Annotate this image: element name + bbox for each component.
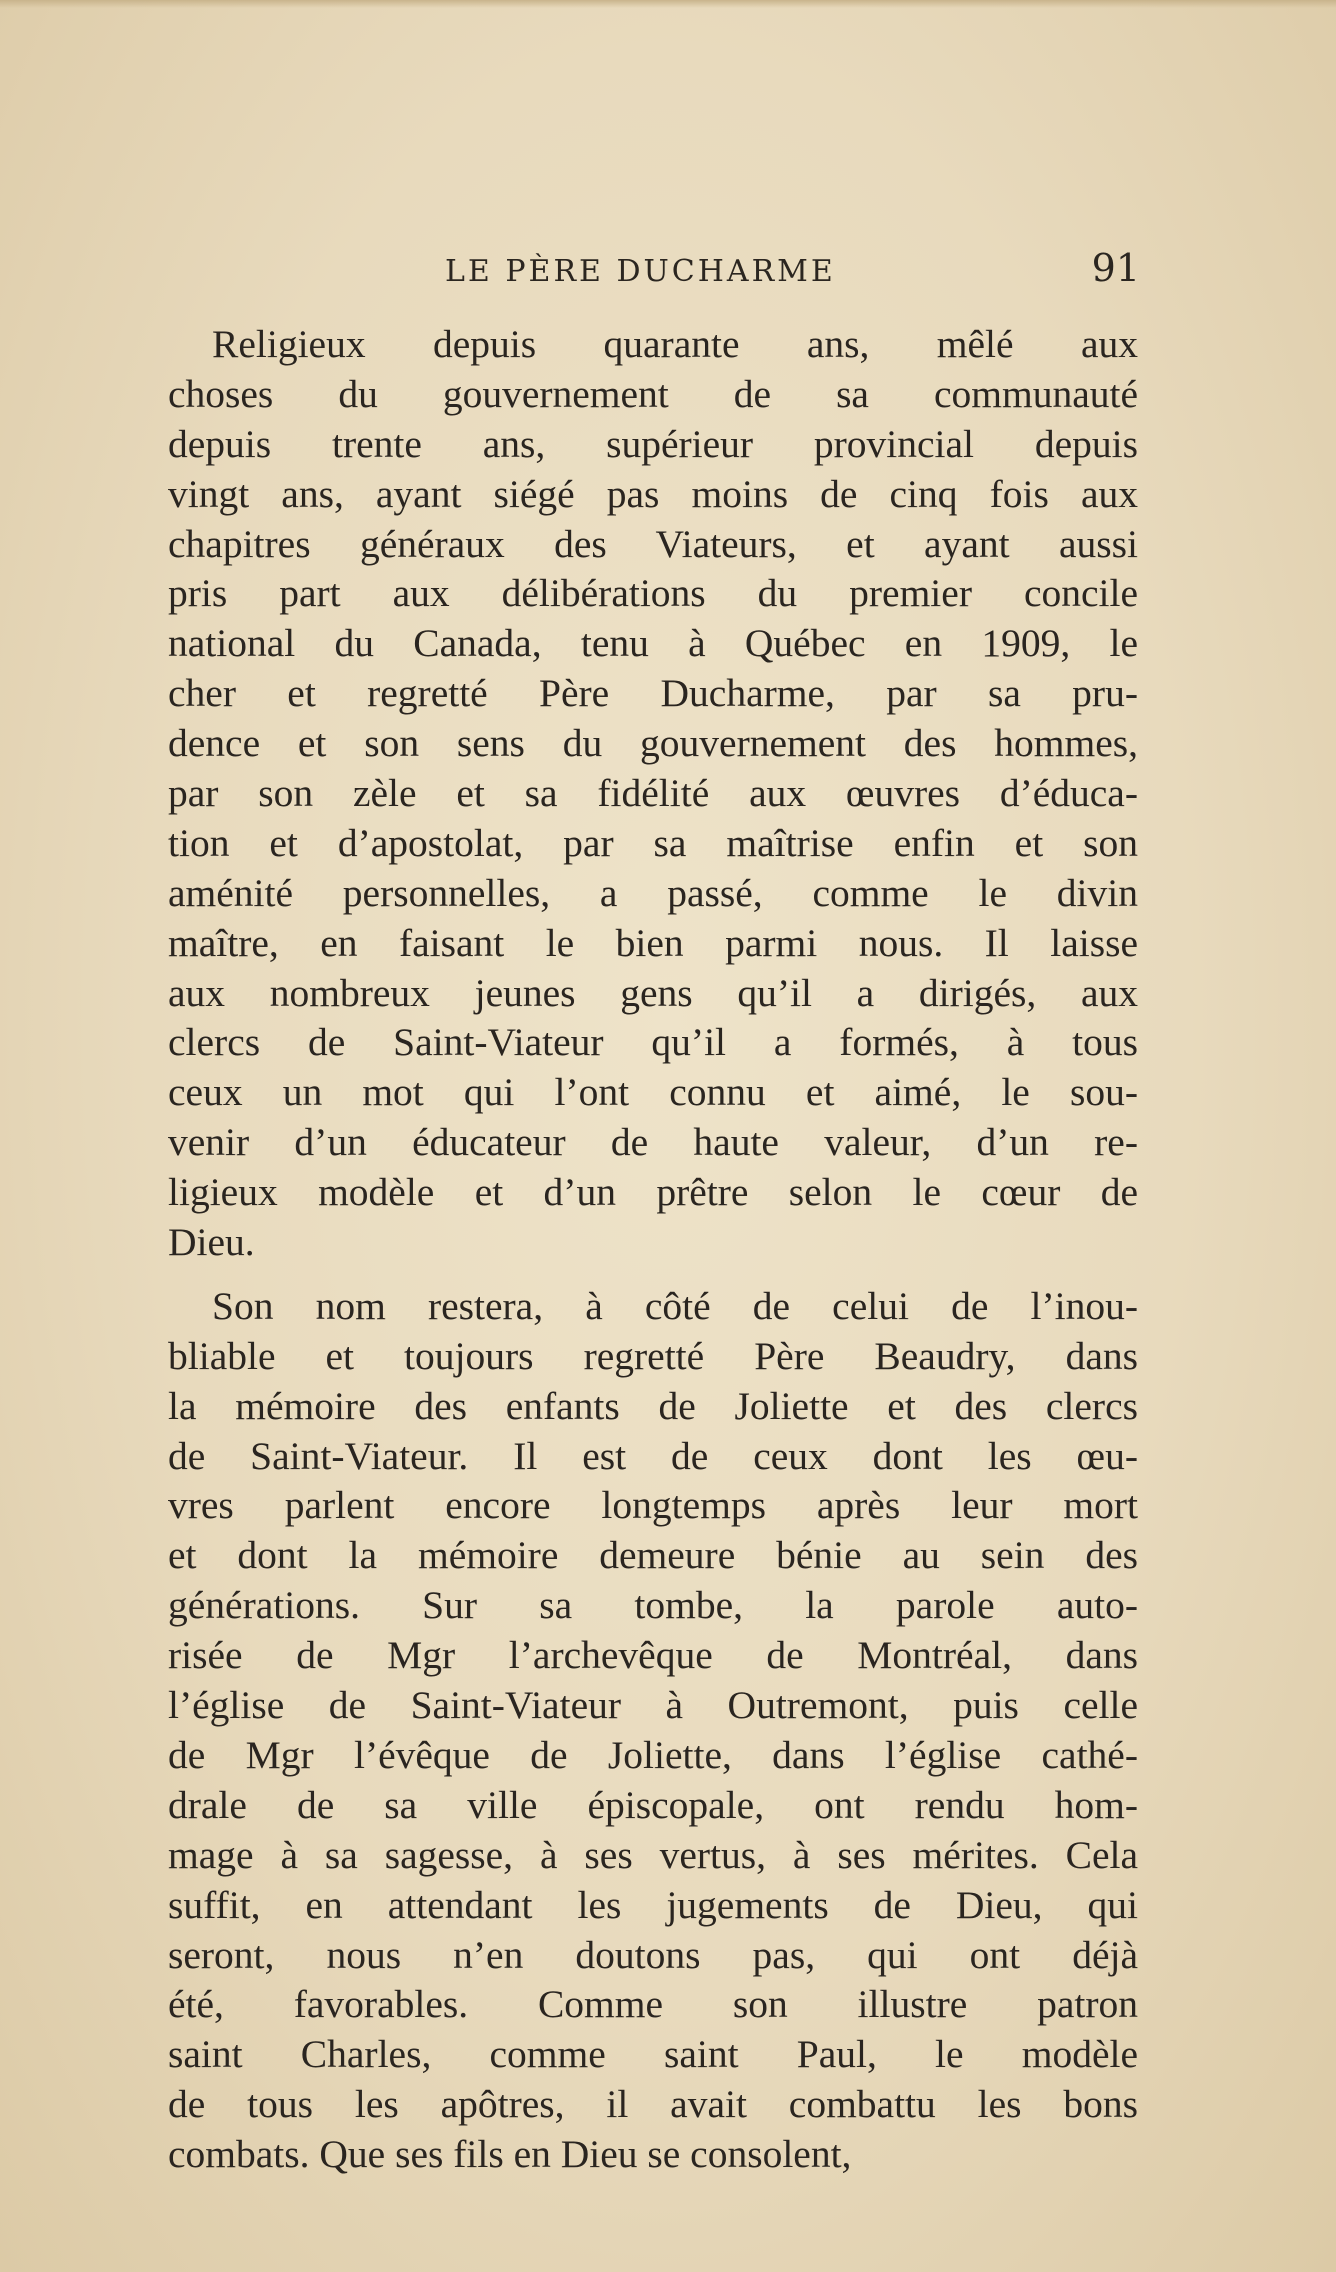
text-line: drale de sa ville épiscopale, ont rendu hom- [168, 1782, 1138, 1827]
text-line: ligieux modèle et d’un prêtre selon le cœur de [168, 1170, 1138, 1215]
text-line: mage à sa sagesse, à ses vertus, à ses mérites. Cela [168, 1832, 1138, 1877]
page-top-edge [0, 0, 1336, 8]
text-line: aménité personnelles, a passé, comme le divin [168, 870, 1138, 915]
text-line: cher et regretté Père Ducharme, par sa pru- [168, 671, 1138, 716]
body-text [168, 320, 1138, 2180]
running-title: LE PÈRE DUCHARME [445, 254, 836, 289]
page-number: 91 [1091, 246, 1140, 290]
paragraph-2 [168, 1282, 1138, 2180]
text-line: bliable et toujours regretté Père Beaudry, dans [168, 1333, 1138, 1378]
text-line: et dont la mémoire demeure bénie au sein des [168, 1533, 1138, 1578]
text-line: choses du gouvernement de sa communauté [168, 371, 1138, 416]
text-line: risée de Mgr l’archevêque de Montréal, dans [168, 1633, 1138, 1678]
text-line: dence et son sens du gouvernement des hommes, [168, 721, 1138, 766]
text-line: maître, en faisant le bien parmi nous. Il laisse [168, 920, 1138, 965]
paragraph-gap [168, 1268, 1138, 1282]
text-line: vres parlent encore longtemps après leur mort [168, 1483, 1138, 1528]
text-line: vingt ans, ayant siégé pas moins de cinq fois aux [168, 471, 1138, 516]
paragraph-1 [168, 320, 1138, 1268]
text-line: combats. Que ses fils en Dieu se consolent, [168, 2132, 852, 2177]
text-line: national du Canada, tenu à Québec en 1909, le [168, 621, 1138, 666]
text-line: depuis trente ans, supérieur provincial depuis [168, 421, 1138, 466]
text-line: Son nom restera, à côté de celui de l’inou- [212, 1283, 1138, 1328]
text-line: venir d’un éducateur de haute valeur, d’un re- [168, 1120, 1138, 1165]
text-line: l’église de Saint-Viateur à Outremont, puis celle [168, 1683, 1138, 1728]
text-line: générations. Sur sa tombe, la parole auto- [168, 1583, 1138, 1628]
text-line: Dieu. [168, 1220, 255, 1265]
text-line: aux nombreux jeunes gens qu’il a dirigés, aux [168, 970, 1138, 1015]
text-line: Religieux depuis quarante ans, mêlé aux [212, 322, 1138, 366]
text-line: pris part aux délibérations du premier concile [168, 571, 1138, 616]
text-line: de tous les apôtres, il avait combattu les bons [168, 2082, 1138, 2127]
text-line: la mémoire des enfants de Joliette et des clercs [168, 1383, 1138, 1428]
text-line: ceux un mot qui l’ont connu et aimé, le sou- [168, 1070, 1138, 1115]
text-line: chapitres généraux des Viateurs, et ayant aussi [168, 521, 1138, 566]
page-header [170, 246, 1140, 302]
text-line: de Saint-Viateur. Il est de ceux dont les œu- [168, 1433, 1138, 1478]
text-line: saint Charles, comme saint Paul, le modèle [168, 2032, 1138, 2077]
text-line: tion et d’apostolat, par sa maîtrise enfin et son [168, 820, 1138, 865]
text-line: clercs de Saint-Viateur qu’il a formés, à tous [168, 1020, 1138, 1065]
text-line: par son zèle et sa fidélité aux œuvres d’éduca- [168, 771, 1138, 816]
text-line: de Mgr l’évêque de Joliette, dans l’église cathé- [168, 1732, 1138, 1777]
text-line: seront, nous n’en doutons pas, qui ont déjà [168, 1932, 1138, 1977]
text-line: suffit, en attendant les jugements de Dieu, qui [168, 1882, 1138, 1927]
text-line: été, favorables. Comme son illustre patron [168, 1982, 1138, 2027]
